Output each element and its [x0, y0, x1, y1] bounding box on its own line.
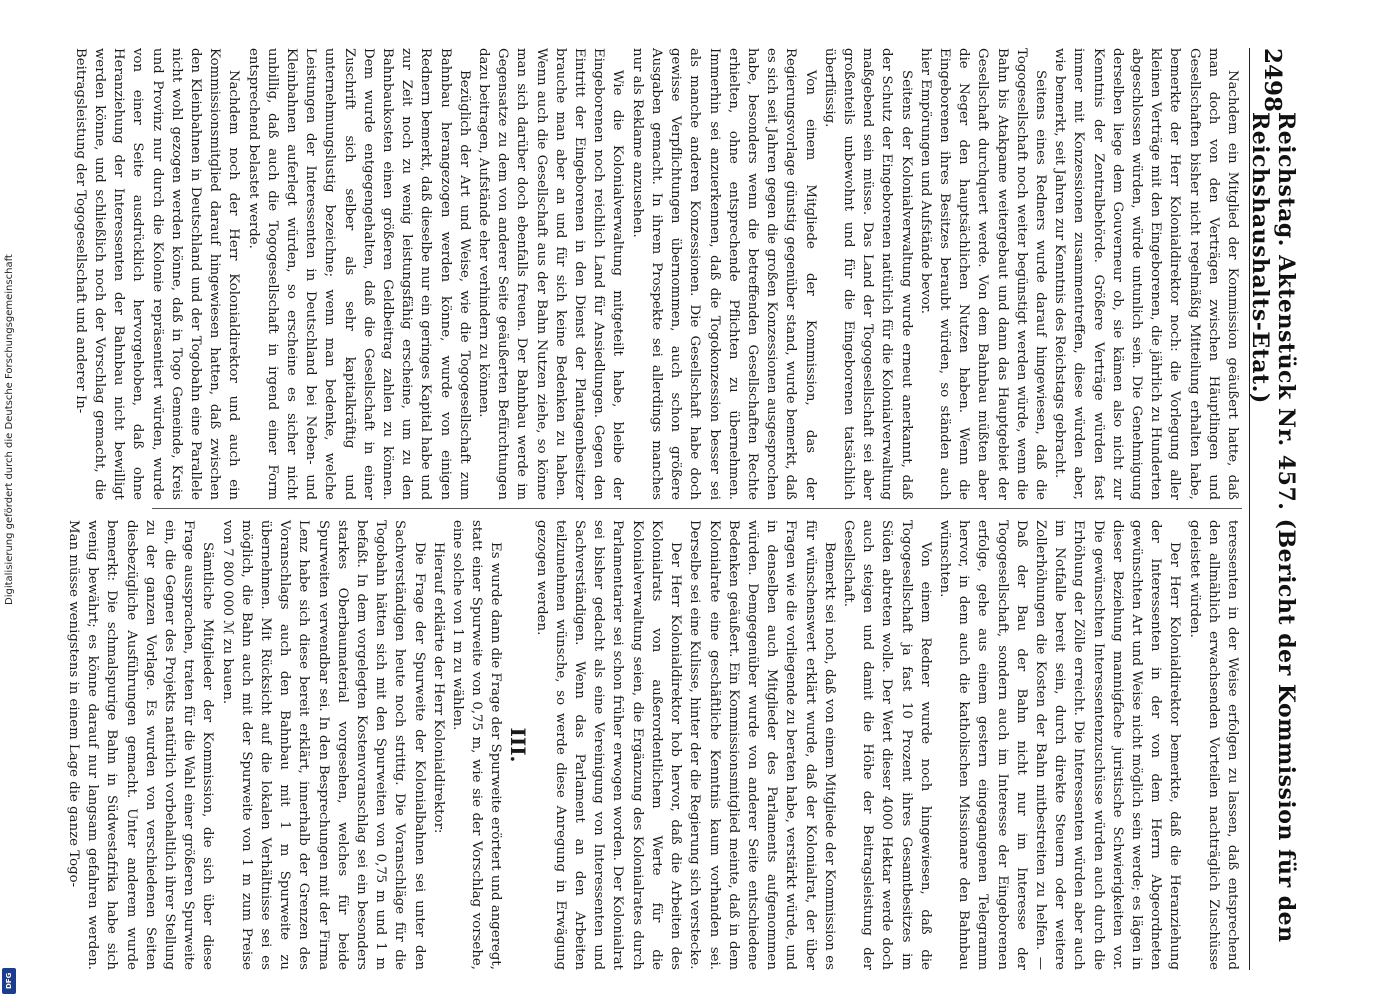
paragraph: Bemerkt sei noch, daß von einem Mitgliede der Kommission es für wünschenswert erklärt wurde, daß der Kolonialrat, der über Fragen wie die vorliegende zu beraten habe, verstärkt würde, und in denselben auch Mitglieder des Parlaments aufgenommen würden. Demgegenüber wurde von anderer Seite entschiedene Bedenken geäußert. Ein Kommissionsmitglied meinte, daß in dem Kolonialrate eine geschäftliche Kenntnis kaum vorhanden sei. Derselbe sei eine Kulisse, hinter der die Regierung sich verstecke. — [687, 520, 837, 970]
paragraph: Bezüglich der Art und Weise, wie die Togogesellschaft zum Bahnbau herangezogen werden könne, wurde von einigen Rednern bemerkt, daß dieselbe nur ein geringes Kapital habe und zur Zeit noch zu wenig leistungsfähig erscheine, um zu den Bahnbaukosten einen größeren Geldbeitrag zahlen zu können. Dem wurde entgegengehalten, daß die Gesellschaft in einer Zuschrift sich selber als sehr kapitalkräftig und unternehmungslustig bezeichne; wenn man bedenke, welche Leistungen der Interessenten in Deutschland bei Neben- und Kleinbahnen auferlegt würden, so erscheine es sicher nicht unbillig, daß auch die Togogesellschaft in irgend einer Form entsprechend belastet werde. — [245, 48, 472, 500]
page-header — [1247, 48, 1299, 970]
paragraph: teressenten in der Weise erfolgen zu lassen, daß entsprechend den allmählich erwachsenden Vorteilen nachträglich Zuschüsse geleistet würden. — [1186, 520, 1240, 970]
paragraph: Sämtliche Mitglieder der Kommission, die sich über diese Frage aussprachen, traten für die Wahl einer größeren Spurweite ein, die Gegner des Projekts natürlich vorbehaltlich ihrer Stellung zu der ganzen Vorlage. Es wurden von verschiedenen Seiten diesbezügliche Ausführungen gemacht. Unter anderem wurde bemerkt: Die schmalspurige Bahn in Südwestafrika habe sich wenig bewährt; es könne darauf nur langsam gefahren werden. Man müsse wenigstens in einem Lage die ganze Togo- — [66, 520, 216, 970]
paragraph: Nachdem ein Mitglied der Kommission geäußert hatte, daß man doch von den Verträgen zwischen Häuptlingen und Gesellschaften bisher nicht regelmäßig Mitteilung erhalten habe, bemerkte der Herr Kolonialdirektor noch: die Vorlegung aller kleinen Verträge mit den Eingeborenen, die jährlich zu Hunderten abgeschlossen würden, würde untunlich sein. Die Genehmigung derselben liege dem Gouverneur ob, sie kämen also nicht zur Kenntnis der Zentralbehörde. Größere Verträge würden fast immer mit Konzessionen zusammentreffen, diese würden aber, wie bemerkt, seit Jahren zur Kenntnis des Reichstags gebracht. — [1052, 48, 1240, 500]
digitization-credit: Digitalisierung gefördert durch die Deutsche Forschungsgemeinschaft — [4, 254, 15, 605]
paragraph: Der Herr Kolonialdirektor hob hervor, daß die Arbeiten des Kolonialrats von außerordentlichem Werte für die Kolonialverwaltung seien, die Ergänzung des Kolonialrates durch Parlamentarier sei schon früher erwogen worden. Der Kolonialrat sei bisher gedacht als eine Vereinigung von Interessenten und Sachverständigen. Wenn das Parlament an den Arbeiten teilzunehmen wünsche, so werde diese Anregung in Erwägung gezogen werden. — [533, 520, 684, 970]
left-text-column — [72, 48, 1242, 500]
paragraph: Wie die Kolonialverwaltung mitgeteilt habe, bleibe der Eingeborenen noch reichlich Land für Ansiedlungen. Gegen den Eintritt der Eingeborenen in den Dienst der Plantagenbesitzer brauche man aber an und für sich keine Bedenken zu haben. Wenn auch die Gesellschaft aus der Bahn Nutzen ziehe, so könne man sich darüber doch ebenfalls freuen. Der Bahnbau werde im Gegensatze zu dem von anderer Seite geäußerten Befürchtungen dazu beitragen, Aufstände eher verhindern zu können. — [476, 48, 626, 500]
paragraph: Von einem Mitgliede der Kommission, das der Regierungsvorlage günstig gegenüber stand, wurde bemerkt, daß es sich seit Jahren gegen die großen Konzessionen ausgesprochen habe, besonders wenn die betreffenden Gesellschaften Rechte erhielten, ohne entsprechende Pflichten zu übernehmen. Immerhin sei anzuerkennen, daß die Togokonzession besser sei als manche anderen Konzessionen. Die Gesellschaft habe doch gewisse Verpflichtungen übernommen, auch schon größere Ausgaben gemacht. In ihrem Prospekte sei allerdings manches nur als Reklame anzusehen. — [629, 48, 818, 500]
running-title: Reichstag. Aktenstück Nr. 457. (Bericht der Kommission für den Reichshaushalts-Etat.) — [1247, 112, 1299, 943]
column-divider — [152, 508, 1242, 509]
paragraph: Hierauf erklärte der Herr Kolonialdirektor: — [430, 542, 446, 834]
paragraph: Die Frage der Spurweite der Kolonialbahnen sei unter den Sachverständigen heute noch strittig. Die Voranschläge für die Togobahn hätten sich mit den Spurweiten von 0,75 m und 1 m befaßt. In dem vorgelegten Kostenvoranschlag sei ein besonders starkes Oberbaumaterial vorgesehen, welches für beide Spurweiten verwendbar sei. In den Besprechungen mit der Firma Lenz habe sich diese bereit erklärt, innerhalb der Grenzen des Voranschlags auch den Bahnbau mit 1 m Spurweite zu übernehmen. Mit Rücksicht auf die lokalen Verhältnisse sei es möglich, die Bahn auch mit der Spurweite von 1 m zum Preise von 7 800 000 ℳ zu bauen. — [219, 520, 427, 970]
paragraph: Seitens eines Redners wurde darauf hingewiesen, daß die Togogesellschaft noch weiter begünstigt werden würde, wenn die Bahn bis Atakpame weitergebaut und dann das Hauptgebiet der Gesellschaft durchquert werde. Von dem Bahnbau müßten aber die Neger den hauptsächlichen Nutzen haben. Wenn die Eingeborenen ihres Besitzes beraubt würden, so ständen auch hier Empörungen und Aufstände bevor. — [917, 48, 1048, 500]
paragraph: Es wurde dann die Frage der Spurweite erörtert und angeregt, statt einer Spurweite von 0,75 m, wie sie der Vorschlag vorsehe, eine solche von 1 m zu wählen. — [450, 520, 504, 970]
paragraph: Von einem Redner wurde noch hingewiesen, daß die Togogesellschaft ja fast 10 Prozent ihres Gesamtbesitzes im Süden abtreten wolle. Der Wert dieser 4000 Hektar werde doch auch steigen und damit die Höhe der Beitragsleistung der Gesellschaft. — [840, 520, 933, 970]
paragraph: Nachdem noch der Herr Kolonialdirektor und auch ein Kommissionsmitglied darauf hingewiesen hatten, daß zwischen den Kleinbahnen in Deutschland und der Togobahn eine Parallele nicht wohl gezogen werden könne, daß in Togo Gemeinde, Kreis und Provinz nur durch die Kolonie repräsentiert würden, wurde von einer Seite ausdrücklich hervorgehoben, daß ohne Heranziehung der Interessenten der Bahnbau nicht bewilligt werden könne, und schließlich noch der Vorschlag gemacht, die Beitragsleistung der Togogesellschaft und anderer In- — [72, 48, 242, 500]
page-number: 2498 — [1259, 48, 1287, 113]
paragraph: Seitens der Kolonialverwaltung wurde erneut anerkannt, daß der Schutz der Eingeborenen natürlich für die Kolonialverwaltung maßgebend sein müsse. Das Land der Togogesellschaft sei aber großenteils unbewohnt und für die Eingeborenen tatsächlich überflüssig. — [821, 48, 914, 500]
right-text-column — [66, 520, 1242, 970]
dfg-logo: DFG — [2, 968, 16, 994]
paragraph: Der Herr Kolonialdirektor bemerkte, daß die Heranziehung der Interessenten in der von dem Herrn Abgeordneten gewünschten Art und Weise nicht möglich sein werde; es lägen in dieser Beziehung mannigfache juristische Schwierigkeiten vor. Die gewünschten Interessentenzuschüsse würden auch durch die Erhöhung der Zölle erreicht. Die Interessenten würden aber auch im Notfalle bereit sein, durch direkte Steuern oder weitere Zollerhöhungen die Kosten der Bahn mitbestreiten zu helfen. — Daß der Bau der Bahn nicht nur im Interesse der Togogesellschaft, sondern auch im Interesse der Eingeborenen erfolge, gehe aus einem gestern eingegangenen Telegramm hervor, in dem auch die katholischen Missionare den Bahnbau wünschten. — [936, 520, 1183, 970]
document-page — [66, 0, 1310, 1000]
section-heading: III. — [506, 727, 531, 763]
